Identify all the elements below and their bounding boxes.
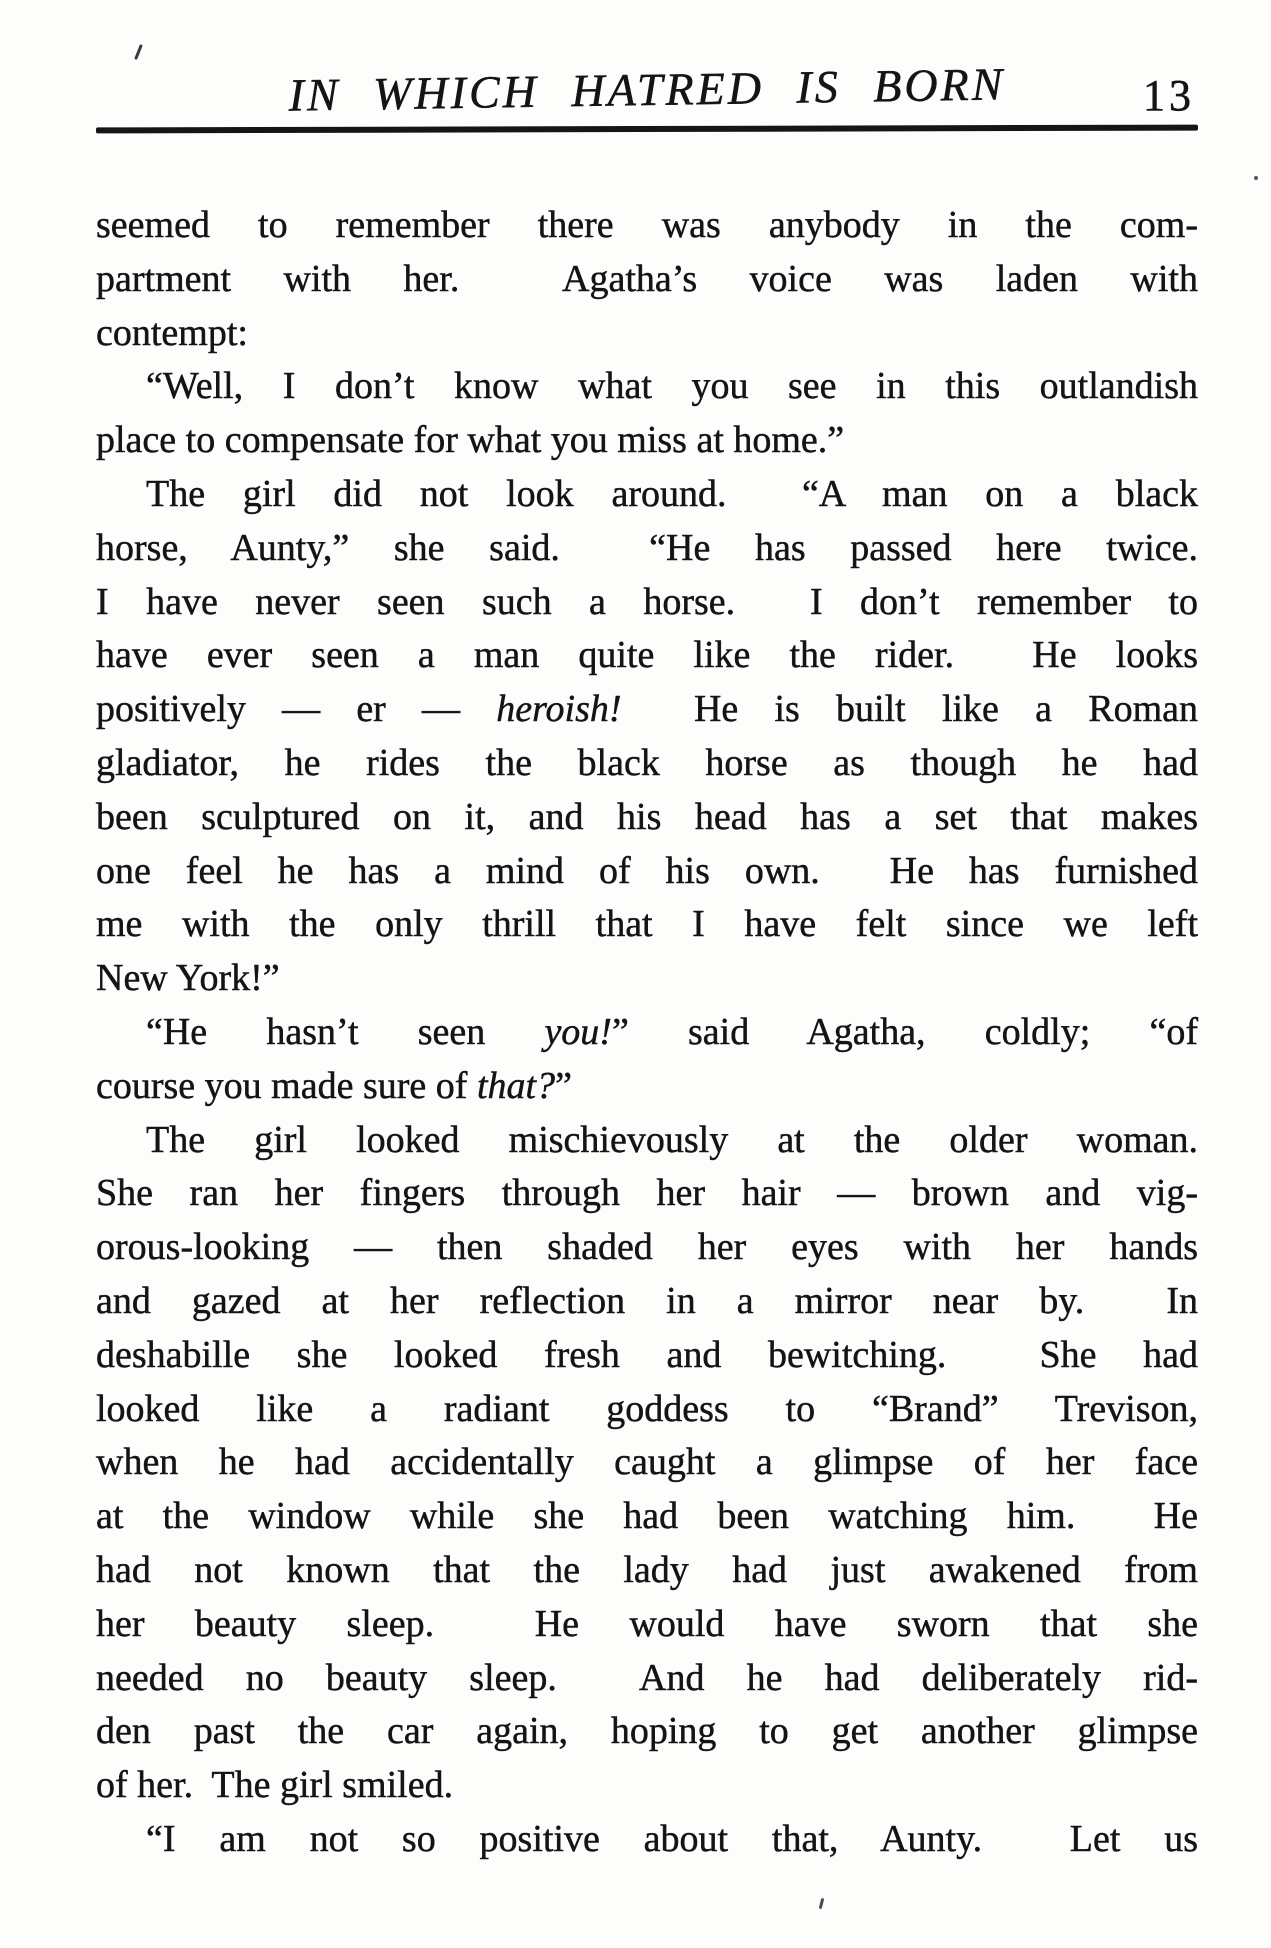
- italic-text: that?: [476, 1064, 556, 1107]
- text-line: [96, 629, 1198, 683]
- text-segment: “He hasn’t seen: [146, 1010, 545, 1053]
- scan-artifact: [819, 1898, 825, 1909]
- text-line: [96, 845, 1198, 899]
- text-segment: course you made sure of: [96, 1064, 477, 1107]
- text-line: [96, 1813, 1198, 1867]
- italic-text: heroish!: [496, 688, 622, 731]
- text-segment: deshabille she looked fresh and bewitching. She had: [96, 1333, 1198, 1376]
- text-line: [96, 1275, 1198, 1329]
- text-segment: She ran her fingers through her hair — brown and vig-: [96, 1172, 1198, 1215]
- text-line: [96, 1598, 1198, 1652]
- text-segment: contempt:: [96, 311, 248, 354]
- text-segment: The girl did not look around. “A man on a black: [146, 472, 1198, 515]
- text-block: [96, 199, 1198, 1867]
- paragraph: [96, 1006, 1198, 1114]
- text-line: [96, 791, 1198, 845]
- page-header: [97, 60, 1197, 120]
- text-segment: ” said Agatha, coldly; “of: [611, 1010, 1198, 1053]
- text-line: [96, 1705, 1198, 1759]
- text-line: [96, 683, 1198, 737]
- text-segment: New York!”: [96, 957, 280, 1000]
- text-segment: me with the only thrill that I have felt since we left: [96, 903, 1198, 946]
- paragraph: [96, 1114, 1198, 1813]
- text-segment: “Well, I don’t know what you see in this outlandish: [146, 365, 1198, 408]
- paragraph: [96, 1813, 1198, 1867]
- text-line: [96, 468, 1198, 522]
- text-line: [96, 952, 1198, 1006]
- running-title: IN WHICH HATRED IS BORN: [288, 58, 1006, 121]
- text-segment: seemed to remember there was anybody in the com-: [96, 204, 1198, 246]
- scan-artifact: [134, 44, 143, 60]
- text-line: [96, 253, 1198, 307]
- text-segment: have ever seen a man quite like the rider. He looks: [96, 634, 1198, 677]
- text-line: [96, 1759, 1198, 1813]
- page-number: 13: [1143, 71, 1195, 120]
- text-line: [96, 1114, 1198, 1168]
- text-line: [96, 1221, 1198, 1275]
- italic-text: you!: [544, 1010, 612, 1053]
- text-segment: of her. The girl smiled.: [96, 1764, 454, 1807]
- text-line: [96, 1383, 1198, 1437]
- text-segment: her beauty sleep. He would have sworn that she: [96, 1602, 1198, 1645]
- text-segment: The girl looked mischievously at the older woman.: [146, 1118, 1198, 1161]
- text-line: [96, 414, 1198, 468]
- text-line: [96, 898, 1198, 952]
- text-line: [96, 1490, 1198, 1544]
- paragraph: [96, 468, 1198, 1006]
- header-rule: [96, 125, 1198, 134]
- text-segment: “I am not so positive about that, Aunty. Let us: [146, 1817, 1198, 1860]
- text-segment: den past the car again, hoping to get another glimpse: [96, 1710, 1198, 1753]
- text-line: [96, 1006, 1198, 1060]
- text-segment: at the window while she had been watching him. He: [96, 1495, 1198, 1538]
- paragraph: [96, 199, 1198, 360]
- text-segment: orous-looking — then shaded her eyes with her hands: [96, 1226, 1198, 1269]
- text-segment: been sculptured on it, and his head has a set that makes: [96, 795, 1198, 838]
- text-line: [96, 1436, 1198, 1490]
- text-segment: I have never seen such a horse. I don’t remember to: [96, 580, 1198, 623]
- text-segment: place to compensate for what you miss at home.”: [96, 419, 845, 462]
- text-segment: ”: [555, 1064, 572, 1107]
- text-segment: horse, Aunty,” she said. “He has passed here twice.: [96, 526, 1198, 569]
- text-segment: and gazed at her reflection in a mirror near by. In: [96, 1279, 1198, 1322]
- text-line: [96, 737, 1198, 791]
- text-line: [96, 1329, 1198, 1383]
- text-segment: looked like a radiant goddess to “Brand” Trevison,: [96, 1387, 1198, 1430]
- text-segment: gladiator, he rides the black horse as though he had: [96, 741, 1198, 784]
- text-segment: needed no beauty sleep. And he had deliberately rid-: [96, 1656, 1198, 1699]
- paragraph: [96, 360, 1198, 468]
- text-line: [96, 360, 1198, 414]
- text-segment: He is built like a Roman: [621, 688, 1198, 731]
- text-segment: positively — er —: [96, 688, 497, 731]
- text-line: [96, 307, 1198, 361]
- text-segment: when he had accidentally caught a glimpse of her face: [96, 1441, 1198, 1484]
- text-line: [96, 1544, 1198, 1598]
- text-line: [96, 1167, 1198, 1221]
- text-segment: partment with her. Agatha’s voice was laden with: [96, 257, 1198, 300]
- text-line: [96, 1652, 1198, 1706]
- text-segment: had not known that the lady had just awakened from: [96, 1548, 1198, 1591]
- text-line: [96, 199, 1198, 253]
- text-segment: one feel he has a mind of his own. He has furnished: [96, 849, 1198, 892]
- text-line: [96, 576, 1198, 630]
- scan-artifact: [1254, 176, 1258, 180]
- text-line: [96, 1060, 1198, 1114]
- text-line: [96, 522, 1198, 576]
